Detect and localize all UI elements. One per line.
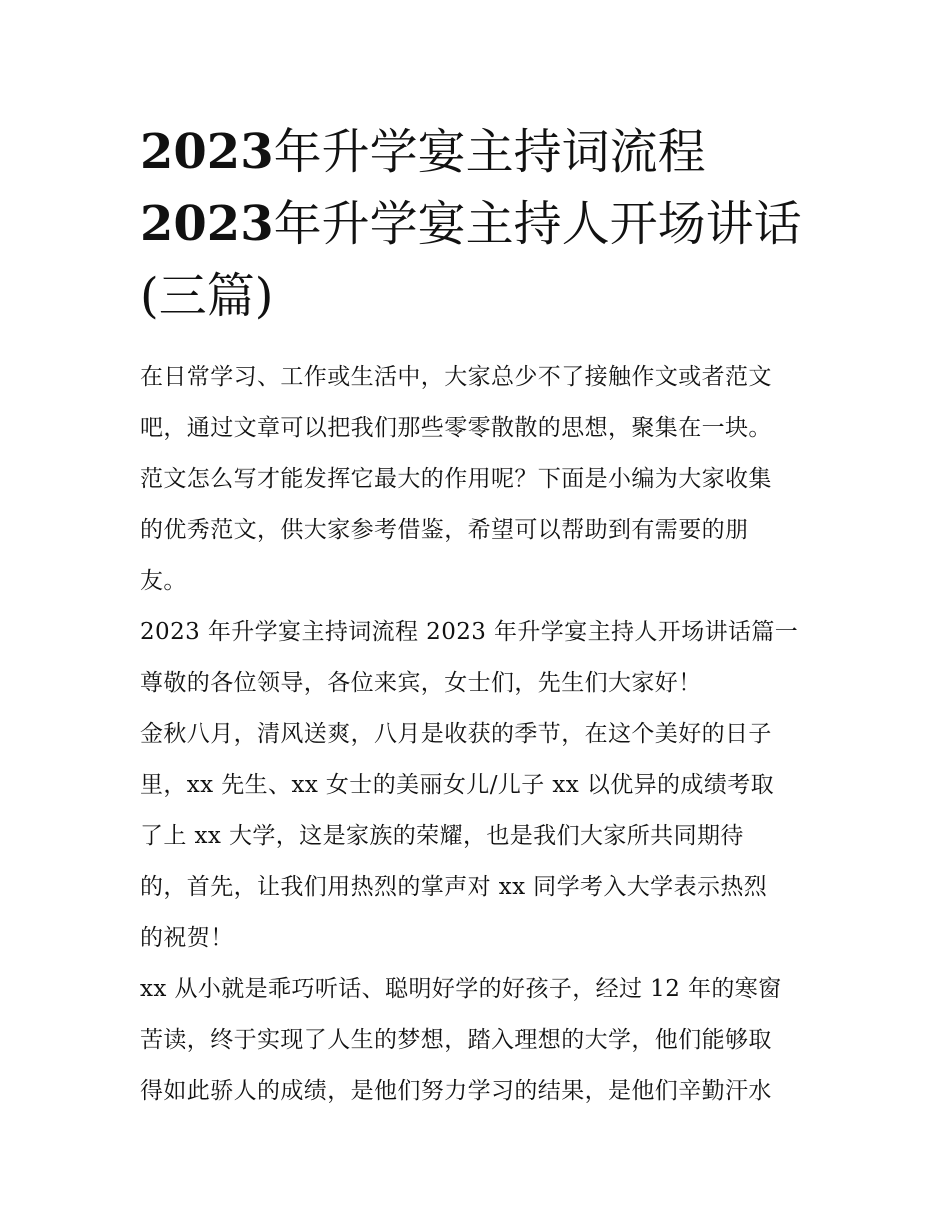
body-line: 的，首先，让我们用热烈的掌声对 xx 同学考入大学表示热烈 [140, 874, 768, 900]
body-line: 苦读，终于实现了人生的梦想，踏入理想的大学，他们能够取 [140, 1027, 772, 1053]
body-line: xx 从小就是乖巧听话、聪明好学的好孩子，经过 12 年的寒窗 [140, 976, 782, 1002]
body-line: 在日常学习、工作或生活中，大家总少不了接触作文或者范文 [140, 364, 772, 390]
body-line: 友。 [140, 568, 187, 594]
document-body [140, 352, 820, 1117]
title-line-2 [140, 188, 820, 260]
body-line: 里，xx 先生、xx 女士的美丽女儿/儿子 xx 以优异的成绩考取 [140, 772, 775, 798]
title-year: 2023 [140, 124, 274, 180]
title-year: 2023 [140, 196, 274, 252]
title-text: 年升学宴主持词流程 [273, 124, 706, 180]
section-heading-line: 2023 年升学宴主持词流程 2023 年升学宴主持人开场讲话篇一 [140, 619, 799, 645]
body-line: 吧，通过文章可以把我们那些零零散散的思想，聚集在一块。 [140, 415, 772, 441]
body-line: 的优秀范文，供大家参考借鉴，希望可以帮助到有需要的朋 [140, 517, 749, 543]
body-line: 了上 xx 大学，这是家族的荣耀，也是我们大家所共同期待 [140, 823, 744, 849]
body-line: 的祝贺！ [140, 925, 234, 951]
body-line: 金秋八月，清风送爽，八月是收获的季节，在这个美好的日子 [140, 721, 772, 747]
title-line-1 [140, 116, 820, 188]
body-line: 尊敬的各位领导，各位来宾，女士们，先生们大家好！ [140, 670, 702, 696]
title-text: 年升学宴主持人开场讲话 [273, 196, 802, 252]
document-title [140, 116, 820, 332]
body-line: 范文怎么写才能发挥它最大的作用呢？下面是小编为大家收集 [140, 466, 772, 492]
title-line-3 [140, 260, 820, 332]
title-text: (三篇) [140, 268, 274, 324]
body-line: 得如此骄人的成绩，是他们努力学习的结果，是他们辛勤汗水 [140, 1078, 772, 1104]
